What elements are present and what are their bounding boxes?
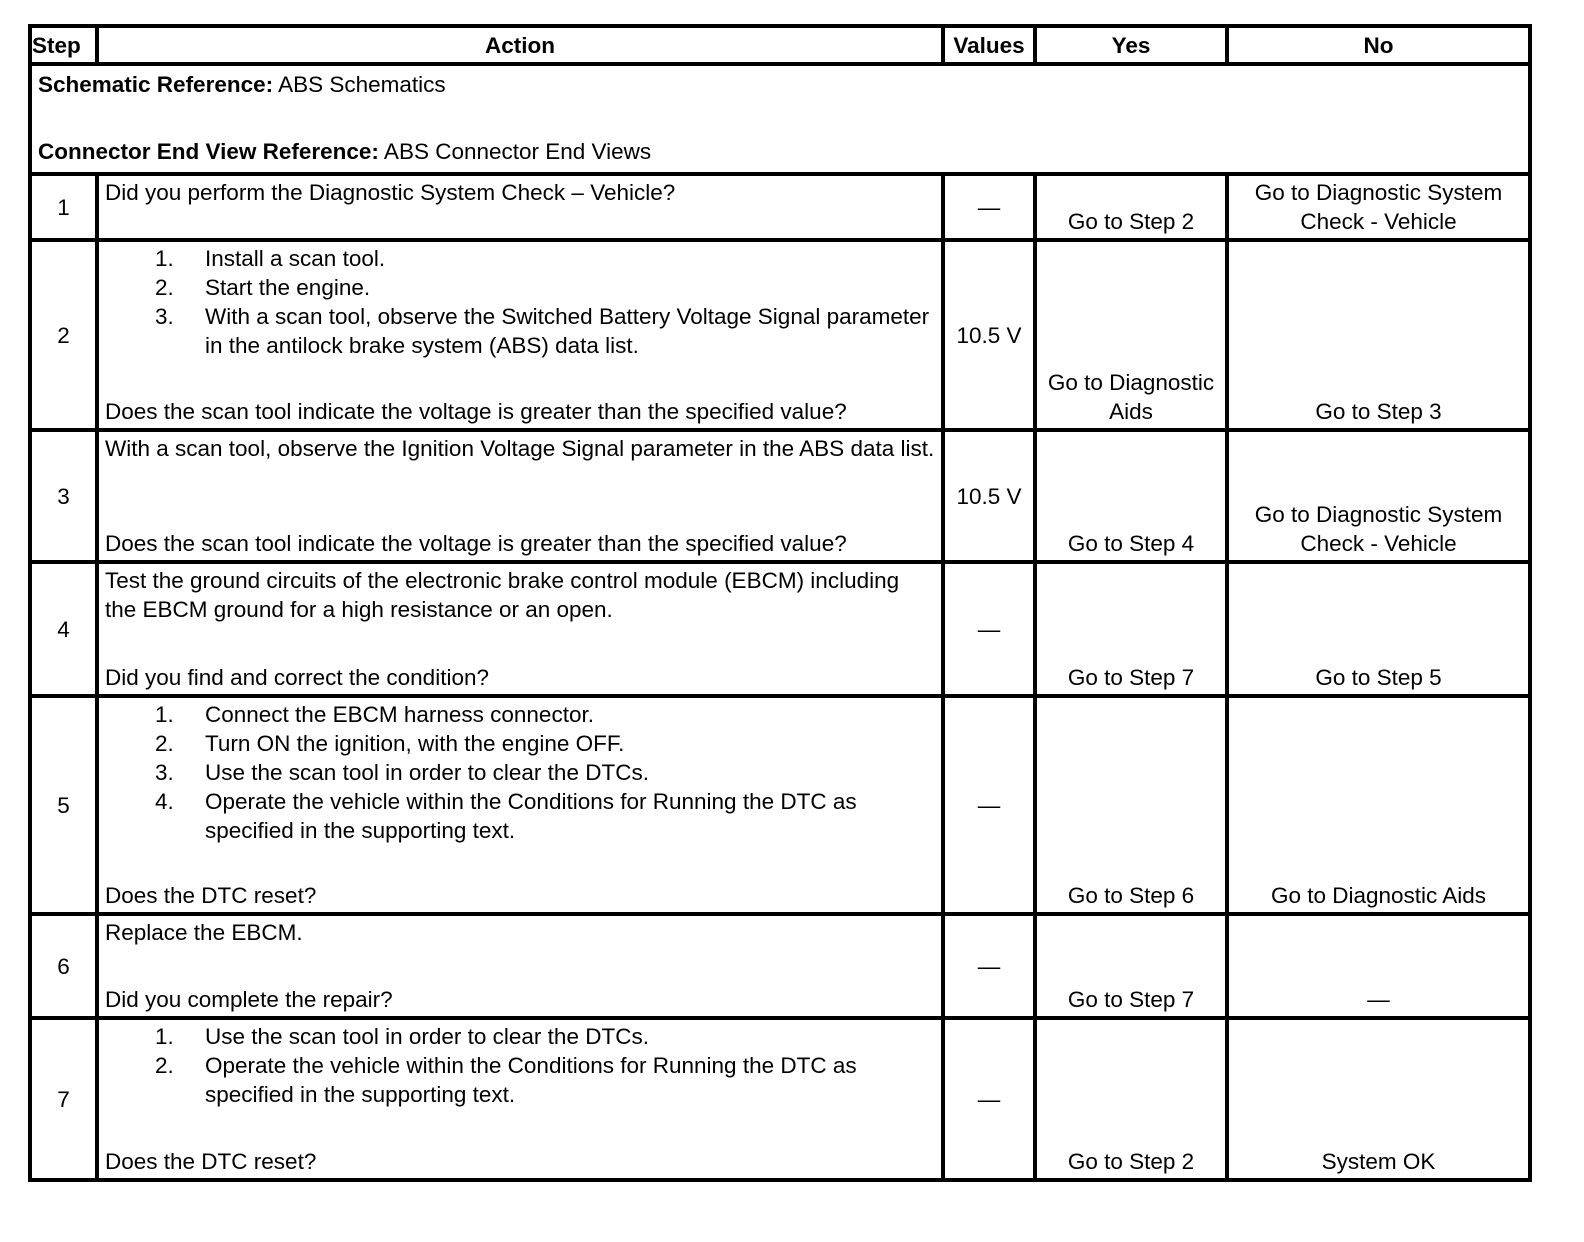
step-number: 1 — [30, 174, 97, 240]
list-item-number: 1. — [155, 246, 174, 271]
value-cell: — — [943, 696, 1035, 914]
yes-cell[interactable]: Go to Step 4 — [1035, 430, 1227, 562]
connector-reference-value: ABS Connector End Views — [378, 139, 652, 164]
action-list — [105, 244, 935, 360]
step-number: 6 — [30, 914, 97, 1018]
action-text: Did you perform the Diagnostic System Check – Vehicle? — [105, 180, 676, 205]
value-cell: 10.5 V — [943, 430, 1035, 562]
no-cell[interactable]: Go to Step 3 — [1227, 240, 1530, 430]
table-row — [30, 562, 1530, 696]
list-item-number: 3. — [155, 304, 174, 329]
list-item-text: Start the engine. — [205, 275, 371, 300]
value-cell: — — [943, 914, 1035, 1018]
action-list — [105, 1022, 935, 1109]
action-cell — [97, 562, 943, 696]
list-item-text: Operate the vehicle within the Conditions for Running the DTC as specified in the supporting text. — [205, 1053, 857, 1107]
action-cell — [97, 430, 943, 562]
no-cell[interactable]: System OK — [1227, 1018, 1530, 1180]
header-step: Step — [30, 26, 97, 64]
list-item — [145, 1051, 935, 1109]
table-row — [30, 1018, 1530, 1180]
connector-reference-label: Connector End View Reference: — [38, 139, 379, 164]
header-values: Values — [943, 26, 1035, 64]
list-item-text: With a scan tool, observe the Switched Battery Voltage Signal parameter in the antilock brake system (ABS) data list. — [205, 304, 930, 358]
action-text: Replace the EBCM. — [105, 920, 303, 945]
list-item-number: 2. — [155, 1053, 174, 1078]
list-item-number: 2. — [155, 731, 174, 756]
no-cell[interactable]: Go to Diagnostic System Check - Vehicle — [1227, 174, 1530, 240]
action-text: Test the ground circuits of the electronic brake control module (EBCM) including the EBCM ground for a high resistance or an open. — [105, 568, 900, 622]
action-question: Did you find and correct the condition? — [105, 665, 489, 690]
yes-cell[interactable]: Go to Step 7 — [1035, 914, 1227, 1018]
reference-cell — [30, 64, 1530, 174]
value-cell: — — [943, 174, 1035, 240]
no-cell[interactable]: — — [1227, 914, 1530, 1018]
list-item — [145, 700, 935, 729]
list-item-text: Connect the EBCM harness connector. — [205, 702, 594, 727]
action-text: With a scan tool, observe the Ignition Voltage Signal parameter in the ABS data list. — [105, 436, 935, 461]
action-question: Does the scan tool indicate the voltage is greater than the specified value? — [105, 399, 847, 424]
list-item-text: Use the scan tool in order to clear the DTCs. — [205, 1024, 649, 1049]
list-item — [145, 787, 935, 845]
connector-reference — [38, 137, 1522, 166]
action-list — [105, 700, 935, 845]
diagnostic-table — [28, 24, 1532, 1182]
list-item-number: 4. — [155, 789, 174, 814]
header-yes: Yes — [1035, 26, 1227, 64]
list-item-number: 3. — [155, 760, 174, 785]
table-row — [30, 914, 1530, 1018]
header-no: No — [1227, 26, 1530, 64]
no-cell[interactable]: Go to Step 5 — [1227, 562, 1530, 696]
schematic-reference-value: ABS Schematics — [273, 72, 446, 97]
list-item — [145, 1022, 935, 1051]
action-question: Does the scan tool indicate the voltage is greater than the specified value? — [105, 531, 847, 556]
action-question: Does the DTC reset? — [105, 1149, 317, 1174]
step-number: 7 — [30, 1018, 97, 1180]
list-item — [145, 758, 935, 787]
list-item-text: Use the scan tool in order to clear the DTCs. — [205, 760, 649, 785]
step-number: 5 — [30, 696, 97, 914]
action-cell — [97, 1018, 943, 1180]
step-number: 3 — [30, 430, 97, 562]
table-row — [30, 430, 1530, 562]
action-question: Does the DTC reset? — [105, 883, 317, 908]
header-action: Action — [97, 26, 943, 64]
list-item-text: Install a scan tool. — [205, 246, 386, 271]
action-cell — [97, 240, 943, 430]
schematic-reference-label: Schematic Reference: — [38, 72, 274, 97]
yes-cell[interactable]: Go to Step 2 — [1035, 1018, 1227, 1180]
list-item-number: 2. — [155, 275, 174, 300]
list-item-number: 1. — [155, 1024, 174, 1049]
action-cell — [97, 914, 943, 1018]
yes-cell[interactable]: Go to Step 7 — [1035, 562, 1227, 696]
header-row — [30, 26, 1530, 64]
list-item — [145, 273, 935, 302]
yes-cell[interactable]: Go to Step 2 — [1035, 174, 1227, 240]
step-number: 4 — [30, 562, 97, 696]
value-cell: 10.5 V — [943, 240, 1035, 430]
list-item-text: Turn ON the ignition, with the engine OFF. — [205, 731, 625, 756]
table-row — [30, 240, 1530, 430]
no-cell[interactable]: Go to Diagnostic System Check - Vehicle — [1227, 430, 1530, 562]
action-cell — [97, 174, 943, 240]
list-item — [145, 729, 935, 758]
step-number: 2 — [30, 240, 97, 430]
schematic-reference — [38, 70, 1522, 99]
value-cell: — — [943, 1018, 1035, 1180]
no-cell[interactable]: Go to Diagnostic Aids — [1227, 696, 1530, 914]
list-item-number: 1. — [155, 702, 174, 727]
value-cell: — — [943, 562, 1035, 696]
list-item — [145, 244, 935, 273]
yes-cell[interactable]: Go to Step 6 — [1035, 696, 1227, 914]
table-row — [30, 174, 1530, 240]
action-cell — [97, 696, 943, 914]
table-row — [30, 696, 1530, 914]
list-item-text: Operate the vehicle within the Conditions for Running the DTC as specified in the supporting text. — [205, 789, 857, 843]
action-question: Did you complete the repair? — [105, 987, 393, 1012]
list-item — [145, 302, 935, 360]
yes-cell[interactable]: Go to Diagnostic Aids — [1035, 240, 1227, 430]
reference-row — [30, 64, 1530, 174]
